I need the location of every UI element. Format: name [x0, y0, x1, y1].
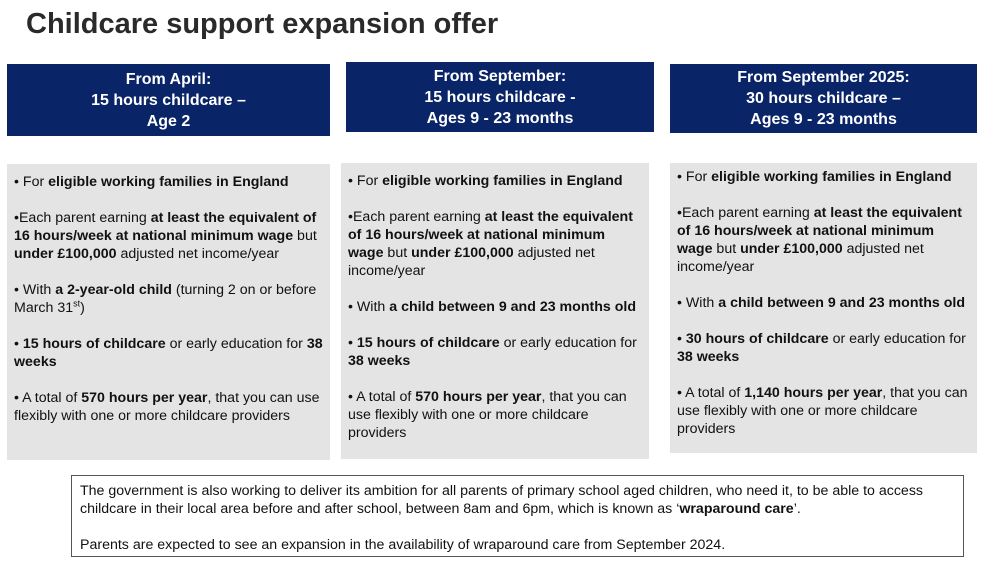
bullet-total: • A total of 1,140 hours per year, that you can use flexibly with one or more childcare providers [677, 385, 968, 437]
bullet-hours: • 15 hours of childcare or early education for 38 weeks [14, 336, 323, 370]
column-header-9-23-months-sept [346, 62, 654, 132]
column-header-9-23-months-2025 [670, 64, 977, 133]
header-line: 30 hours childcare – [746, 90, 901, 107]
column-header-age-2 [7, 64, 330, 136]
column-body-9-23-months-2025 [670, 163, 977, 453]
header-line: Ages 9 - 23 months [426, 109, 574, 127]
bullet-earnings: •Each parent earning at least the equivalent of 16 hours/week at national minimum wage but under £100,000 adjusted net income/year [677, 205, 962, 275]
note-paragraph-ambition: The government is also working to deliver its ambition for all parents of primary school aged children, who need it, to be able to access childcare in their local area before and after school, between 8am and 6pm, which is known as ‘wraparound care’. [80, 483, 924, 517]
header-line: From September 2025: [737, 69, 910, 86]
header-line: 15 hours childcare - [424, 88, 576, 106]
bullet-child-age: • With a 2-year-old child (turning 2 on or before March 31st) [14, 282, 317, 316]
bullet-eligibility: • For eligible working families in England [677, 169, 952, 185]
bullet-hours: • 30 hours of childcare or early education for 38 weeks [677, 331, 966, 365]
header-line: From April: [125, 70, 212, 88]
header-line: Ages 9 - 23 months [750, 111, 897, 128]
bullet-hours: • 15 hours of childcare or early education for 38 weeks [348, 335, 637, 369]
column-body-age-2 [7, 164, 330, 460]
header-line: 15 hours childcare – [91, 91, 246, 109]
wraparound-care-note [71, 475, 964, 557]
bullet-earnings: •Each parent earning at least the equivalent of 16 hours/week at national minimum wage but under £100,000 adjusted net income/year [348, 209, 633, 279]
bullet-earnings: •Each parent earning at least the equivalent of 16 hours/week at national minimum wage but under £100,000 adjusted net income/year [14, 210, 317, 262]
bullet-total: • A total of 570 hours per year, that you can use flexibly with one or more childcare providers [348, 389, 627, 441]
header-line: From September: [433, 67, 567, 85]
note-paragraph-expansion: Parents are expected to see an expansion in the availability of wraparound care from September 2024. [80, 537, 726, 553]
column-body-9-23-months-sept [341, 163, 649, 459]
header-line: Age 2 [146, 112, 191, 130]
bullet-total: • A total of 570 hours per year, that you can use flexibly with one or more childcare providers [14, 390, 320, 424]
bullet-child-age: • With a child between 9 and 23 months old [348, 299, 636, 315]
bullet-eligibility: • For eligible working families in England [14, 174, 289, 190]
page-title: Childcare support expansion offer [26, 8, 499, 40]
bullet-child-age: • With a child between 9 and 23 months old [677, 295, 965, 311]
bullet-eligibility: • For eligible working families in England [348, 173, 623, 189]
